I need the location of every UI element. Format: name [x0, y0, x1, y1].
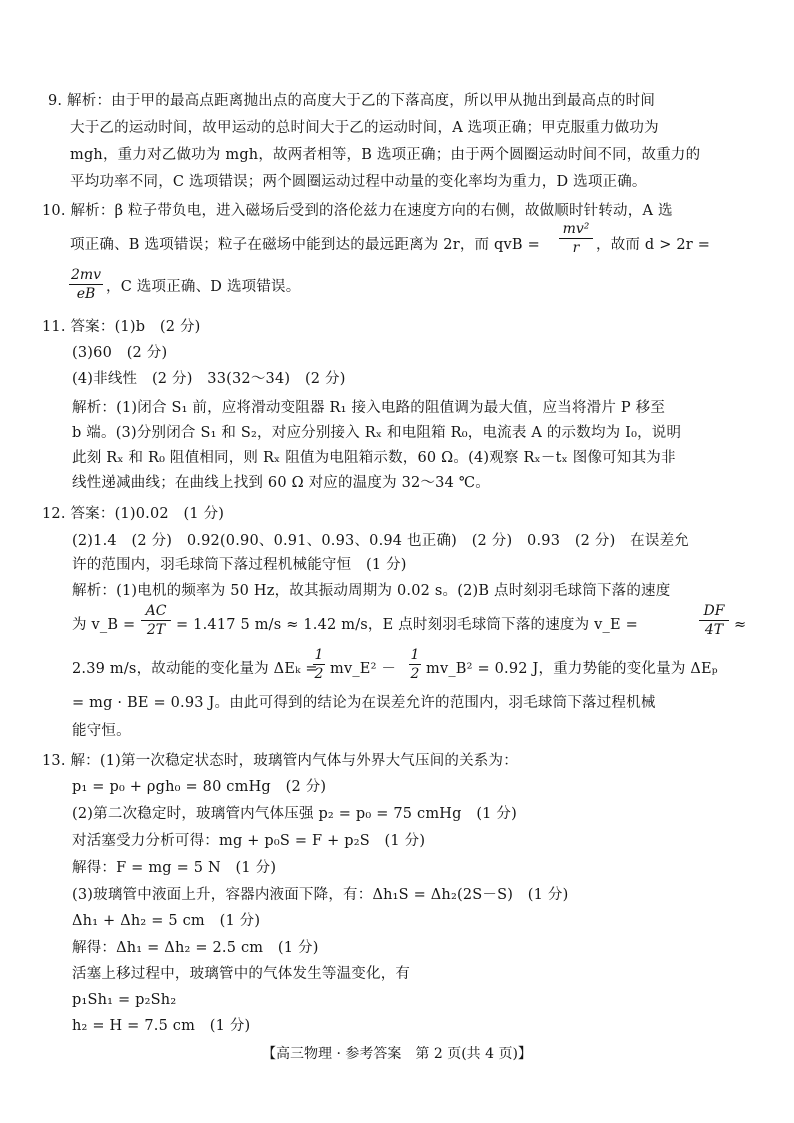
fraction-bar: r: [559, 238, 593, 257]
q13-line-10: p₁Sh₁ = p₂Sh₂: [72, 992, 177, 1008]
q13-line-1: 13. 解：(1)第一次稳定状态时，玻璃管内气体与外界大气压间的关系为：: [42, 753, 518, 769]
q12-analysis-2b: = 1.417 5 m/s ≈ 1.42 m/s，E 点时刻羽毛球筒下落的速度为 v_E =: [176, 617, 638, 633]
q10-line-3: ，C 选项正确、D 选项错误。: [106, 279, 301, 295]
q13-line-2: p₁ = p₀ + ρgh₀ = 80 cmHg (2 分): [72, 779, 327, 795]
fraction-numerator: 1: [410, 647, 420, 663]
q12-analysis-3a: 2.39 m/s，故动能的变化量为 ΔEₖ =: [72, 661, 318, 677]
q12-analysis-5: 能守恒。: [72, 723, 131, 739]
q13-line-6: (3)玻璃管中液面上升，容器内液面下降，有：Δh₁S = Δh₂(2S－S) (1 分): [72, 887, 569, 903]
q13-line-5: 解得：F = mg = 5 N (1 分): [72, 860, 277, 876]
q13-line-8: 解得：Δh₁ = Δh₂ = 2.5 cm (1 分): [72, 940, 319, 956]
q10-line-1: 10. 解析：β 粒子带负电，进入磁场后受到的洛伦兹力在速度方向的右侧，故做顺时针转动，A 选: [42, 203, 673, 219]
q12-analysis-3c: mv_B² = 0.92 J，重力势能的变化量为 ΔEₚ: [426, 661, 718, 677]
fraction-bar: 2: [314, 666, 324, 682]
q11-answer-3: (3)60 (2 分): [72, 345, 168, 361]
q11-analysis-2: b 端。(3)分别闭合 S₁ 和 S₂，对应分别接入 Rₓ 和电阻箱 R₀，电流表 A 的示数均为 I₀，说明: [72, 425, 682, 441]
q11-analysis-1: 解析：(1)闭合 S₁ 前，应将滑动变阻器 R₁ 接入电路的阻值调为最大值，应当将滑片 P 移至: [72, 400, 666, 416]
fraction-mv2-over-r: [558, 220, 594, 257]
q12-answer-2: (2)1.4 (2 分) 0.92(0.90、0.91、0.93、0.94 也正确) (2 分) 0.93 (2 分) 在误差允: [72, 533, 689, 549]
q10-line-2a: 项正确、B 选项错误；粒子在磁场中能到达的最远距离为 2r，而 qvB =: [70, 237, 540, 253]
fraction-AC-over-2T: [140, 602, 172, 639]
q11-analysis-4: 线性递减曲线；在曲线上找到 60 Ω 对应的温度为 32～34 ℃。: [72, 475, 490, 491]
q10-line-2b: ，故而 d > 2r =: [596, 237, 711, 253]
q11-analysis-3: 此刻 Rₓ 和 R₀ 阻值相同，则 Rₓ 阻值为电阻箱示数，60 Ω。(4)观察 Rₓ－tₓ 图像可知其为非: [72, 450, 676, 466]
q12-analysis-3b: mv_E² －: [330, 661, 397, 677]
fraction-bar: 4T: [699, 620, 729, 639]
q12-answer-1: 12. 答案：(1)0.02 (1 分): [42, 506, 225, 522]
q11-answer-4: (4)非线性 (2 分) 33(32～34) (2 分): [72, 371, 346, 387]
q11-answer-1: 11. 答案：(1)b (2 分): [42, 319, 201, 335]
fraction-bar: eB: [69, 284, 103, 303]
fraction-numerator: AC: [145, 603, 167, 619]
fraction-bar: 2: [410, 666, 420, 682]
q13-line-9: 活塞上移过程中，玻璃管中的气体发生等温变化，有: [72, 966, 411, 982]
q9-line-4: 平均功率不同，C 选项错误；两个圆圈运动过程中动量的变化率均为重力，D 选项正确。: [70, 174, 647, 190]
q9-line-2: 大于乙的运动时间，故甲运动的总时间大于乙的运动时间，A 选项正确；甲克服重力做功为: [70, 120, 659, 136]
fraction-numerator: DF: [703, 603, 725, 619]
fraction-2mv-over-eB: [68, 266, 104, 303]
q13-line-3: (2)第二次稳定时，玻璃管内气体压强 p₂ = p₀ = 75 cmHg (1 分): [72, 806, 517, 822]
q13-line-11: h₂ = H = 7.5 cm (1 分): [72, 1018, 251, 1034]
fraction-one-half-B: [408, 646, 422, 683]
fraction-bar: 2T: [141, 620, 171, 639]
q12-analysis-4: = mg · BE = 0.93 J。由此可得到的结论为在误差允许的范围内，羽毛球筒下落过程机械: [72, 695, 656, 711]
fraction-numerator: 1: [314, 647, 324, 663]
q9-line-1: 9. 解析：由于甲的最高点距离抛出点的高度大于乙的下落高度，所以甲从抛出到最高点的时间: [48, 93, 656, 109]
fraction-numerator: mv²: [562, 221, 590, 237]
q12-answer-3: 许的范围内，羽毛球筒下落过程机械能守恒 (1 分): [72, 557, 407, 573]
q12-analysis-2a: 为 v_B =: [72, 617, 136, 633]
q12-analysis-1: 解析：(1)电机的频率为 50 Hz，故其振动周期为 0.02 s。(2)B 点时刻羽毛球筒下落的速度: [72, 583, 671, 599]
fraction-DF-over-4T: [698, 602, 730, 639]
fraction-numerator: 2mv: [70, 267, 102, 283]
page-footer: 【高三物理 · 参考答案 第 2 页(共 4 页)】: [262, 1046, 532, 1062]
q13-line-7: Δh₁ + Δh₂ = 5 cm (1 分): [72, 913, 261, 929]
fraction-one-half-E: [312, 646, 326, 683]
q12-analysis-2c: ≈: [734, 617, 747, 633]
q9-line-3: mgh，重力对乙做功为 mgh，故两者相等，B 选项正确；由于两个圆圈运动时间不同，故重力的: [70, 147, 701, 163]
q13-line-4: 对活塞受力分析可得：mg + p₀S = F + p₂S (1 分): [72, 833, 426, 849]
